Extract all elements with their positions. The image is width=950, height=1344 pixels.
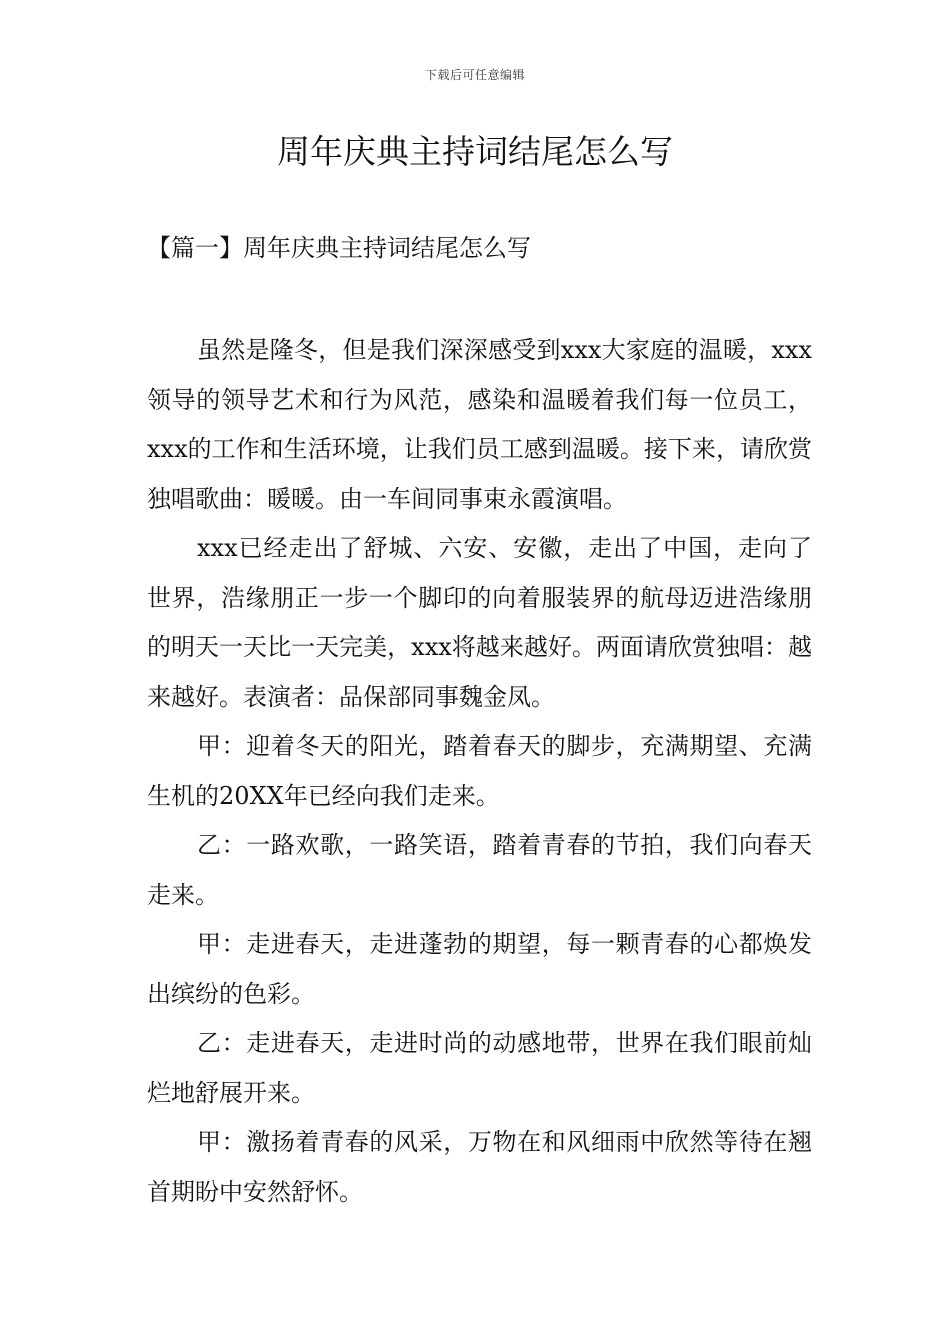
paragraph-1: 虽然是隆冬，但是我们深深感受到xxx大家庭的温暖，xxx领导的领导艺术和行为风范，感染和温暖着我们每一位员工，xxx的工作和生活环境，让我们员工感到温暖。接下来，请欣赏独唱歌曲：暖暖。由一车间同事束永霞演唱。	[147, 336, 812, 513]
section-heading: 【篇一】周年庆典主持词结尾怎么写	[147, 234, 531, 262]
document-body	[147, 326, 812, 1217]
paragraph-3: 甲：迎着冬天的阳光，踏着春天的脚步，充满期望、充满生机的20XX年已经向我们走来。	[147, 732, 812, 810]
header-note: 下载后可任意编辑	[424, 68, 525, 82]
paragraph-2: xxx已经走出了舒城、六安、安徽，走出了中国，走向了世界，浩缘朋正一步一个脚印的向着服装界的航母迈进浩缘朋的明天一天比一天完美，xxx将越来越好。两面请欣赏独唱：越来越好。表演者：品保部同事魏金凤。	[147, 534, 812, 711]
document-title: 周年庆典主持词结尾怎么写	[277, 132, 673, 171]
paragraph-5: 甲：走进春天，走进蓬勃的期望，每一颗青春的心都焕发出缤纷的色彩。	[147, 930, 812, 1008]
paragraph-6: 乙：走进春天，走进时尚的动感地带，世界在我们眼前灿烂地舒展开来。	[147, 1029, 812, 1107]
paragraph-7: 甲：激扬着青春的风采，万物在和风细雨中欣然等待在翘首期盼中安然舒怀。	[147, 1128, 812, 1206]
paragraph-4: 乙：一路欢歌，一路笑语，踏着青春的节拍，我们向春天走来。	[147, 831, 812, 909]
